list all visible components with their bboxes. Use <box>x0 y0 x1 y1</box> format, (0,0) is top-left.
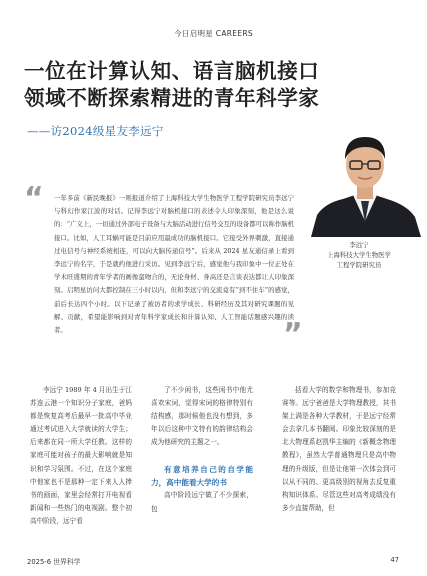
body-paragraph: 括看大学的数学和物理书，参加竞赛等。远宁爸爸是大学物理教授，其书架上满是各种大学教材，于是远宁经常会去拿几本书翻阅。印象比较深刻的是北大物理系赵凯华主编的《新概念物理教程》，虽然大学普通物理只是高中物理的升级版，但是让他第一次体会到可以从不同的、更高级别的视角去反复重构知识体系。尽管这些对高考成绩没有多少直接帮助，但 <box>282 386 396 512</box>
profile-photo <box>303 123 427 237</box>
article-subtitle: ——访2024级星友李远宁 <box>27 124 164 138</box>
close-quote-icon: ” <box>283 317 303 352</box>
section-header: 今日启明星 CAREERS <box>174 29 253 38</box>
body-column-3 <box>282 384 396 515</box>
profile-caption <box>305 240 413 270</box>
section-heading: 有意培养自己的自学能力，高中能看大学的书 <box>151 465 253 488</box>
body-paragraph: 了不少闲书，这些闲书中他尤喜欢宋词，觉得宋词的格律特别有结构感，那时候他也没有想到，多年以后这种中文特有的韵律结构会成为他研究的主题之一。 <box>151 386 253 447</box>
open-quote-icon: “ <box>24 181 44 216</box>
page-number: 47 <box>390 556 399 564</box>
portrait-illustration <box>303 123 427 237</box>
body-column-2 <box>151 384 253 516</box>
body-paragraph: 李远宁 1989 年 4 月出生于江苏连云港一个知识分子家庭，爸妈都是恢复高考后最早一批高中毕业通过考试进入大学就读的大学生；后来都在同一所大学任教。这样的家庭可能对孩子的最大影响就是知识和学习氛围。不过，在这个家庭中他家也不是那种一定下来人人捧书的画面，家里会经常打开电视看新闻和一些热门的电视剧。整个初高中阶段，远宁看 <box>30 386 132 525</box>
profile-affiliation-line-1: 上海科技大学生物医学 <box>327 251 391 259</box>
body-column-1 <box>30 384 132 528</box>
intro-paragraph: 一年多前《新民晚报》一则报道介绍了上海科技大学生物医学工程学院研究员李远宁与科幻作家江波的对话。记得李远宁对脑机接口的表述令人印象深刻，他是这么说的：“广义上，一切通过外部电子设备与大脑活动进行信号交互的设备都可以称作脑机接口。比如，人工耳蜗可能是目前应用最成功的脑机接口。它接受外界刺激，直接通过电信号与神经系统相连，可以向大脑传递信号”。后来从 2024 星友通信录上看到李远宁的名字，于是就约他进行采访。见到李远宁后，感觉他与我印象中一位正处在学术旺盛期的青年学者的画像蛮吻合的，无论身材、身高还是言谈表达都让人印象深刻。启明星访问大都控制在三小时以内，但和李远宁的交流竟有“到不住车”的感觉，前后长达四个小时。以下记录了被访者的求学成长、科研经历及其对研究课题的见解、贡献，希望能影响到对青年科学家成长和计算认知、人工智能话题感兴趣的读者。 <box>54 194 294 335</box>
footer-issue: 2025-6 世界科学 <box>27 558 81 566</box>
article-title <box>24 58 414 112</box>
title-line-1: 一位在计算认知、语言脑机接口 <box>24 59 320 83</box>
profile-affiliation-line-2: 工程学院研究员 <box>336 261 382 269</box>
body-paragraph: 高中阶段远宁做了不少探索，包 <box>151 491 253 513</box>
title-line-2: 领域不断探索精进的青年科学家 <box>24 86 320 110</box>
profile-name: 李远宁 <box>349 241 369 249</box>
